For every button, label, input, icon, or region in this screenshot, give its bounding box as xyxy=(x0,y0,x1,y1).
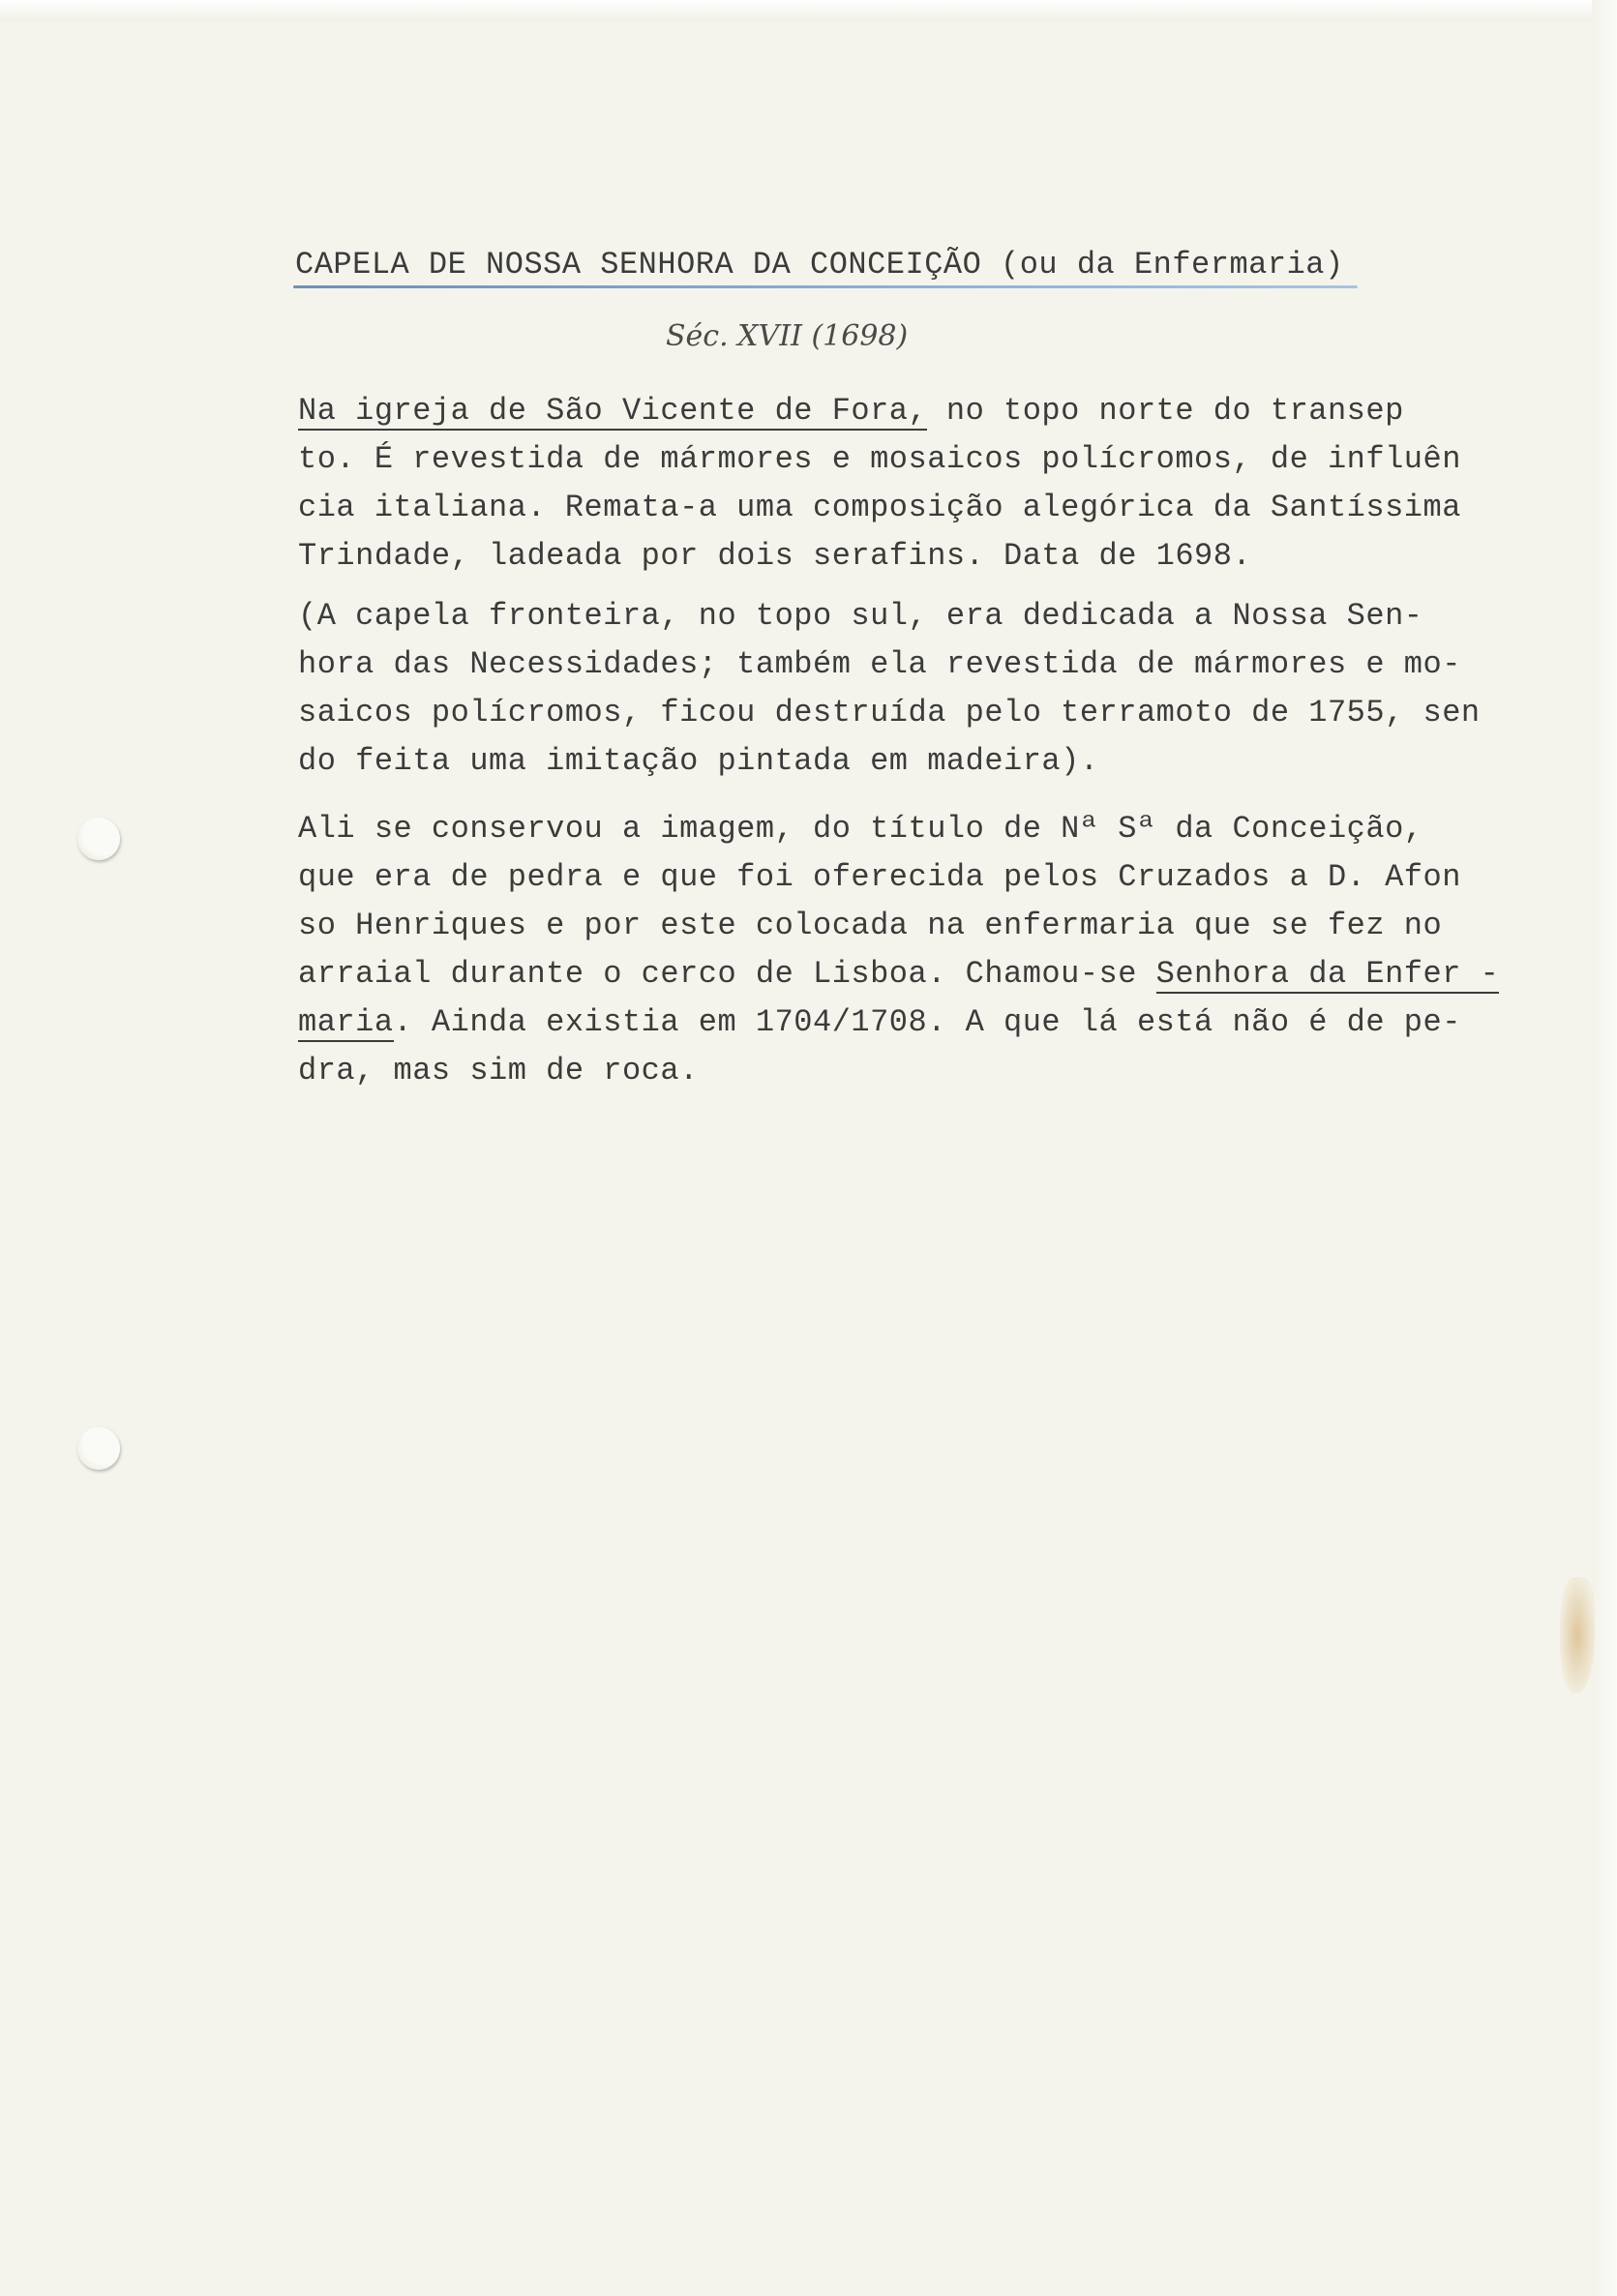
paragraph-3-text-start: Ali se conservou a imagem, do título de Nª Sª da Conceição, que era de pedra e que foi oferecida pelos Cruzados a D. Afon so Henriques e por este colocada na enfermaria que se fez no arraial durante o cerco de Lisboa. Chamou-se xyxy=(298,811,1461,992)
handwritten-date-note: Séc. XVII (1698) xyxy=(666,319,909,353)
paragraph-3-text-end: . Ainda existia em 1704/1708. A que lá está não é de pe- dra, mas sim de roca. xyxy=(298,1004,1461,1088)
sheet-right-edge xyxy=(1592,0,1617,2296)
underlined-name: Senhora da Enfer - maria xyxy=(298,956,1500,1040)
paragraph-2: (A capela fronteira, no topo sul, era dedicada a Nossa Sen- hora das Necessidades; também ela revestida de mármores e mo- saicos polícromos, ficou destruída pelo terramoto de 1755, sen do feita uma imitação pintada em madeira). xyxy=(298,598,1481,779)
sheet-top-edge xyxy=(0,0,1617,21)
paragraph-3 xyxy=(298,805,1499,1095)
paragraph-1-text: no topo norte do transep to. É revestida de mármores e mosaicos polícromos, de influên cia italiana. Remata-a uma composição alegórica da Santíssima Trindade, ladeada por dois serafins. Data de 1698. xyxy=(298,393,1461,574)
punch-hole-upper xyxy=(77,818,120,860)
underlined-location: Na igreja de São Vicente de Fora, xyxy=(298,393,928,429)
document-title: CAPELA DE NOSSA SENHORA DA CONCEIÇÃO (ou da Enfermaria) xyxy=(295,247,1344,283)
title-underline xyxy=(293,285,1358,288)
paper-stain xyxy=(1560,1577,1595,1693)
paragraph-1 xyxy=(298,387,1461,581)
punch-hole-lower xyxy=(77,1427,120,1470)
